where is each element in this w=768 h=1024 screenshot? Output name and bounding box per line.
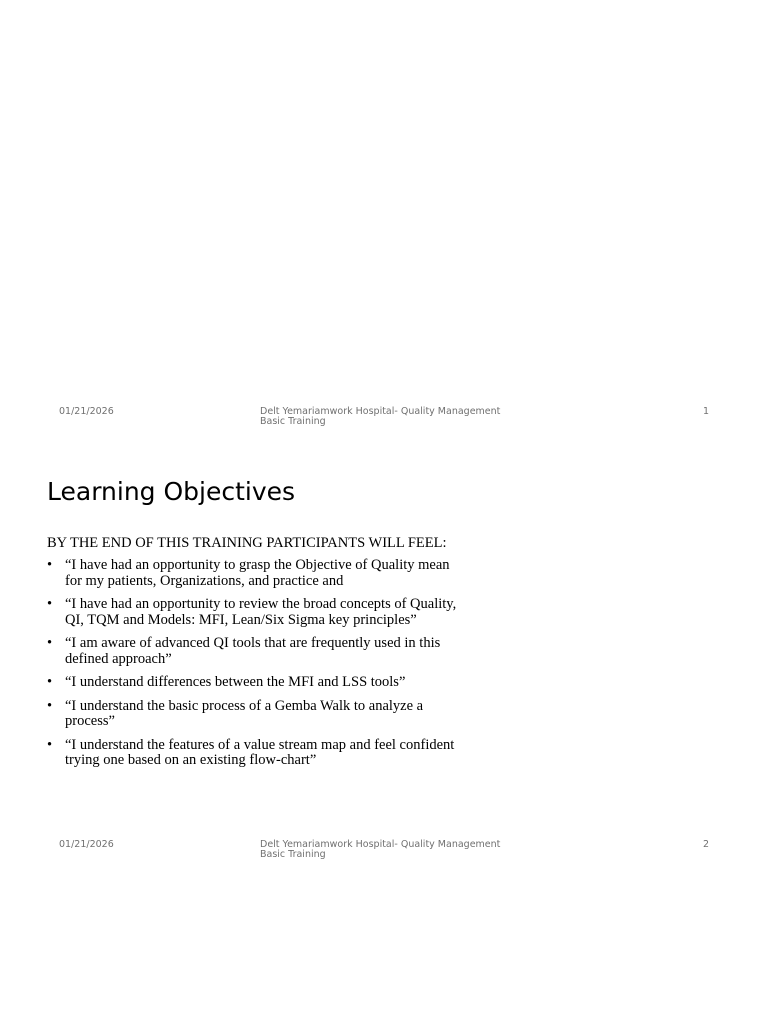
footer-page-number: 2 — [702, 839, 709, 850]
objectives-list — [47, 558, 467, 777]
objective-item — [47, 558, 467, 589]
bullet-icon: • — [47, 697, 53, 714]
objective-text: “I have had an opportunity to grasp the Objective of Quality mean for my patients, Organizations, and practice and — [65, 557, 450, 589]
objective-text: “I understand the features of a value stream map and feel confident trying one based on an existing flow-chart” — [65, 736, 455, 768]
footer-page-number: 1 — [702, 406, 709, 417]
objective-item — [47, 738, 467, 769]
objective-text: “I understand the basic process of a Gemba Walk to analyze a process” — [65, 697, 424, 729]
bullet-icon: • — [47, 596, 53, 612]
footer-organization — [260, 840, 530, 860]
bullet-icon: • — [47, 674, 53, 690]
slide-1-footer — [0, 407, 768, 435]
footer-date: 01/21/2026 — [59, 406, 114, 417]
objective-text: “I understand differences between the MFI and LSS tools” — [65, 674, 406, 690]
bullet-icon: • — [47, 736, 53, 753]
footer-organization-line-2: Basic Training — [260, 416, 326, 427]
objective-item — [47, 699, 467, 730]
bullet-icon: • — [47, 635, 53, 651]
footer-date: 01/21/2026 — [59, 839, 114, 850]
footer-organization-line-1: Delt Yemariamwork Hospital- Quality Management — [260, 406, 501, 417]
footer-organization — [260, 407, 530, 427]
footer-organization-line-1: Delt Yemariamwork Hospital- Quality Management — [260, 839, 501, 850]
objective-item — [47, 597, 467, 628]
bullet-icon: • — [47, 557, 53, 573]
objective-text: “I am aware of advanced QI tools that are frequently used in this defined approach” — [65, 635, 441, 667]
objectives-intro: BY THE END OF THIS TRAINING PARTICIPANTS WILL FEEL: — [47, 535, 447, 551]
slide-2-footer — [0, 840, 768, 868]
objective-text: “I have had an opportunity to review the broad concepts of Quality, QI, TQM and Models: MFI, Lean/Six Sigma key principles” — [65, 596, 457, 628]
slide-title: Learning Objectives — [47, 477, 296, 506]
objective-item — [47, 675, 467, 691]
footer-organization-line-2: Basic Training — [260, 849, 326, 860]
objective-item — [47, 636, 467, 667]
